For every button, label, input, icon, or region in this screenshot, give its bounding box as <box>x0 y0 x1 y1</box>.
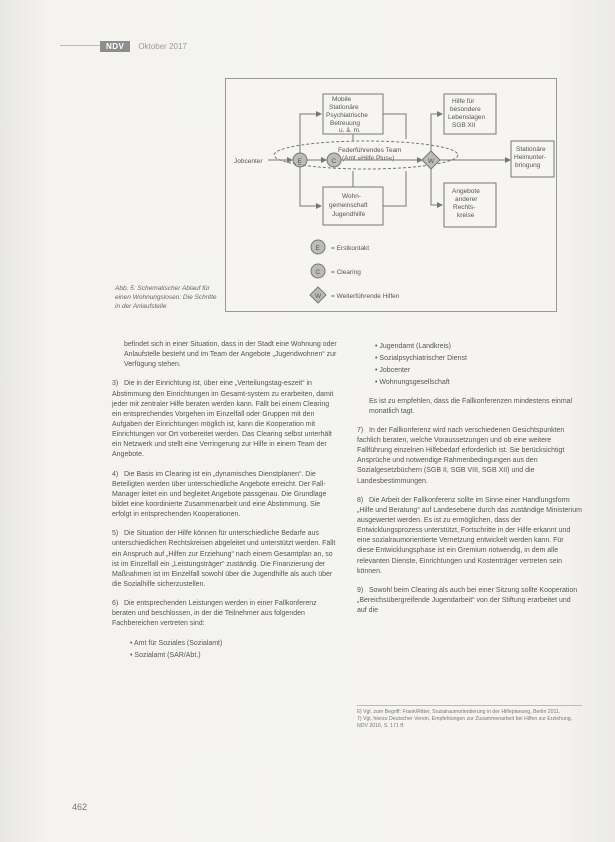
para-4: 4) Die Basis im Clearing ist ein „dynamisches Dienstplanen“. Die Beteiligten werden über unterschiedliche Angebote erreicht. Der Fall-Manager leitet ein und begleitet Angebote passgenau. Die Grundlage bildet eine koordinierte Zusammenarbeit und eine Abstimmung. Sie erfolgt in entsprechenden Kooperationen. <box>112 470 327 519</box>
legend-erstkontakt: = Erstkontakt <box>331 245 370 252</box>
para-5: 5) Die Situation der Hilfe können für unterschiedliche Bedarfe aus unterschiedlichen Rechtskreisen abgeleitet und unterstützt werden. Fällt ein Anspruch auf „Hilfen zur Erziehung“ nach einem Gesamtplan an, so ist im Einzelfall ein „Leistungsträger“ zuständig. Die Finanzierung der Maßnahmen ist im Einzelfall sowohl über die Jugendhilfe als auch über die Sozialhilfe sicherzustellen. <box>112 530 336 588</box>
journal-badge: NDV <box>100 41 130 52</box>
legend-weiterfuehrend: = Weiterführende Hilfen <box>331 293 400 300</box>
legend-clearing: = Clearing <box>331 269 361 276</box>
para-9: 9) Sowohl beim Clearing als auch bei einer Sitzung sollte Kooperation „Bereichsübergreifende Jugendarbeit“ von der Stiftung erarbeitet und auf die <box>357 586 578 615</box>
svg-text:Mobile: Mobile <box>332 96 352 103</box>
svg-text:W: W <box>428 158 435 165</box>
svg-text:Lebenslagen: Lebenslagen <box>448 114 486 121</box>
ellipse-line-1: Federführendes Team <box>338 147 402 154</box>
svg-text:Heimunter-: Heimunter- <box>514 154 547 161</box>
left-column <box>112 340 337 663</box>
svg-text:Jugendhilfe: Jugendhilfe <box>332 211 366 218</box>
running-header <box>100 40 187 52</box>
svg-text:Stationäre: Stationäre <box>329 104 359 111</box>
svg-text:E: E <box>315 245 320 252</box>
list-item: • Jobcenter <box>375 367 411 375</box>
list-item: • Amt für Soziales (Sozialamt) <box>130 639 223 647</box>
svg-text:C: C <box>331 158 337 165</box>
list-item: • Jugendamt (Landkreis) <box>375 343 451 350</box>
ellipse-line-2: (Amt »Hilfe Plus«) <box>342 155 395 162</box>
svg-text:SGB XII: SGB XII <box>452 122 476 129</box>
para-8: 8) Die Arbeit der Fallkonferenz sollte im Sinne einer Handlungsform „Hilfe und Beratung“ auf Landesebene durch das zuständige Ministerium ausgewertet werden. Es ist zu ermöglichen, dass der Entwicklungsprozess unterstützt, Fortschritte in der Hilfe erkannt und eine sozialraumorientierte Vernetzung entwickelt werden kann. Für diese Entwicklungsphase ist ein Gremium notwendig, in dem alle relevanten Dienste, Einrichtungen und Kostenträger vertreten sein können. <box>357 496 582 575</box>
svg-text:Betreuung: Betreuung <box>330 120 360 127</box>
svg-text:kreise: kreise <box>457 212 475 219</box>
after-bullets: Es ist zu empfehlen, dass die Fallkonferenzen mindestens einmal monatlich tagt. <box>369 397 573 415</box>
svg-text:Wohn-: Wohn- <box>342 193 362 200</box>
svg-text:E: E <box>297 158 302 165</box>
para-6: 6) Die entsprechenden Leistungen werden in einer Fallkonferenz beraten und beschlossen, in der die Teilnehmer aus folgenden Fachbereichen vertreten sind: <box>112 600 317 628</box>
svg-text:Rechts-: Rechts- <box>453 204 476 211</box>
figure-caption: Abb. 5: Schematischer Ablauf für einen Wohnungslosen: Die Schritte in der Anlaufstelle <box>115 285 217 310</box>
list-item: • Wohnungsgesellschaft <box>375 379 450 387</box>
svg-text:anderer: anderer <box>455 196 478 203</box>
source-label: Jobcenter <box>234 158 263 165</box>
footnote: 7) Vgl. hierzu Deutscher Verein, Empfehlungen zur Zusammenarbeit bei Hilfen zur Erziehung, NDV 2016, S. 171 ff. <box>357 716 573 730</box>
right-column <box>357 340 582 625</box>
svg-text:bringung: bringung <box>515 162 541 169</box>
svg-text:Hilfe für: Hilfe für <box>452 98 475 105</box>
svg-text:gemeinschaft: gemeinschaft <box>329 202 368 209</box>
svg-text:besondere: besondere <box>450 106 481 113</box>
diagram-svg <box>226 79 556 311</box>
page-number: 462 <box>72 802 88 812</box>
flow-diagram <box>225 78 557 312</box>
issue-label: Oktober 2017 <box>138 41 187 51</box>
header-rule <box>60 45 100 46</box>
footnote: 6) Vgl. zum Begriff: Frank/Ritter, Sozialraumorientierung in der Hilfeplanung, Berlin 2011. <box>357 709 561 715</box>
footnotes <box>357 705 582 730</box>
para-3: 3) Die in der Einrichtung ist, über eine „Verteilungstag-eszeit“ in Abstimmung den Einrichtungen im Gesamt-system zu erarbeiten, damit jeder mit zentraler Hilfe beraten werden kann. Fällt bei einem Clearing ein entsprechendes Vorgehen im Einzelfall oder Gruppen mit den Aufgaben der Einrichtungen möglich ist, kann die Kooperation mit Einrichtungen vor Ort vorbereitet werden. Das Clearing selbst unterhält ein Netzwerk und stellt eine Verringerung zur Hilfe in einem Team der Angebote. <box>112 380 334 459</box>
svg-text:u. ä. m.: u. ä. m. <box>339 127 361 134</box>
list-item: • Sozialamt (SAR/Abt.) <box>130 651 201 659</box>
para-7: 7) In der Fallkonferenz wird nach verschiedenen Gesichtspunkten fachlich beraten, welche Voraussetzungen und ob eine weitere Fallführung einzelnen Hilfebedarf erforderlich ist. Sie berücksichtigt Ansprüche und notwendige Rahmenbedingungen aus den Sozialgesetzbüchern (SGB II, SGB VIII, SGB XII) und die Landesbestimmungen. <box>357 426 565 485</box>
left-intro: befindet sich in einer Situation, dass in der Stadt eine Wohnung oder Anlaufstelle besteht und im Team der Angebote „Jugendwohnen“ zur Verfügung stehen. <box>124 341 337 369</box>
svg-text:Stationäre: Stationäre <box>516 146 546 153</box>
svg-text:C: C <box>315 269 321 276</box>
svg-text:Angebote: Angebote <box>452 188 480 195</box>
list-item: • Sozialpsychiatrischer Dienst <box>375 355 467 363</box>
svg-text:W: W <box>315 293 322 300</box>
svg-text:Psychiatrische: Psychiatrische <box>326 112 368 119</box>
